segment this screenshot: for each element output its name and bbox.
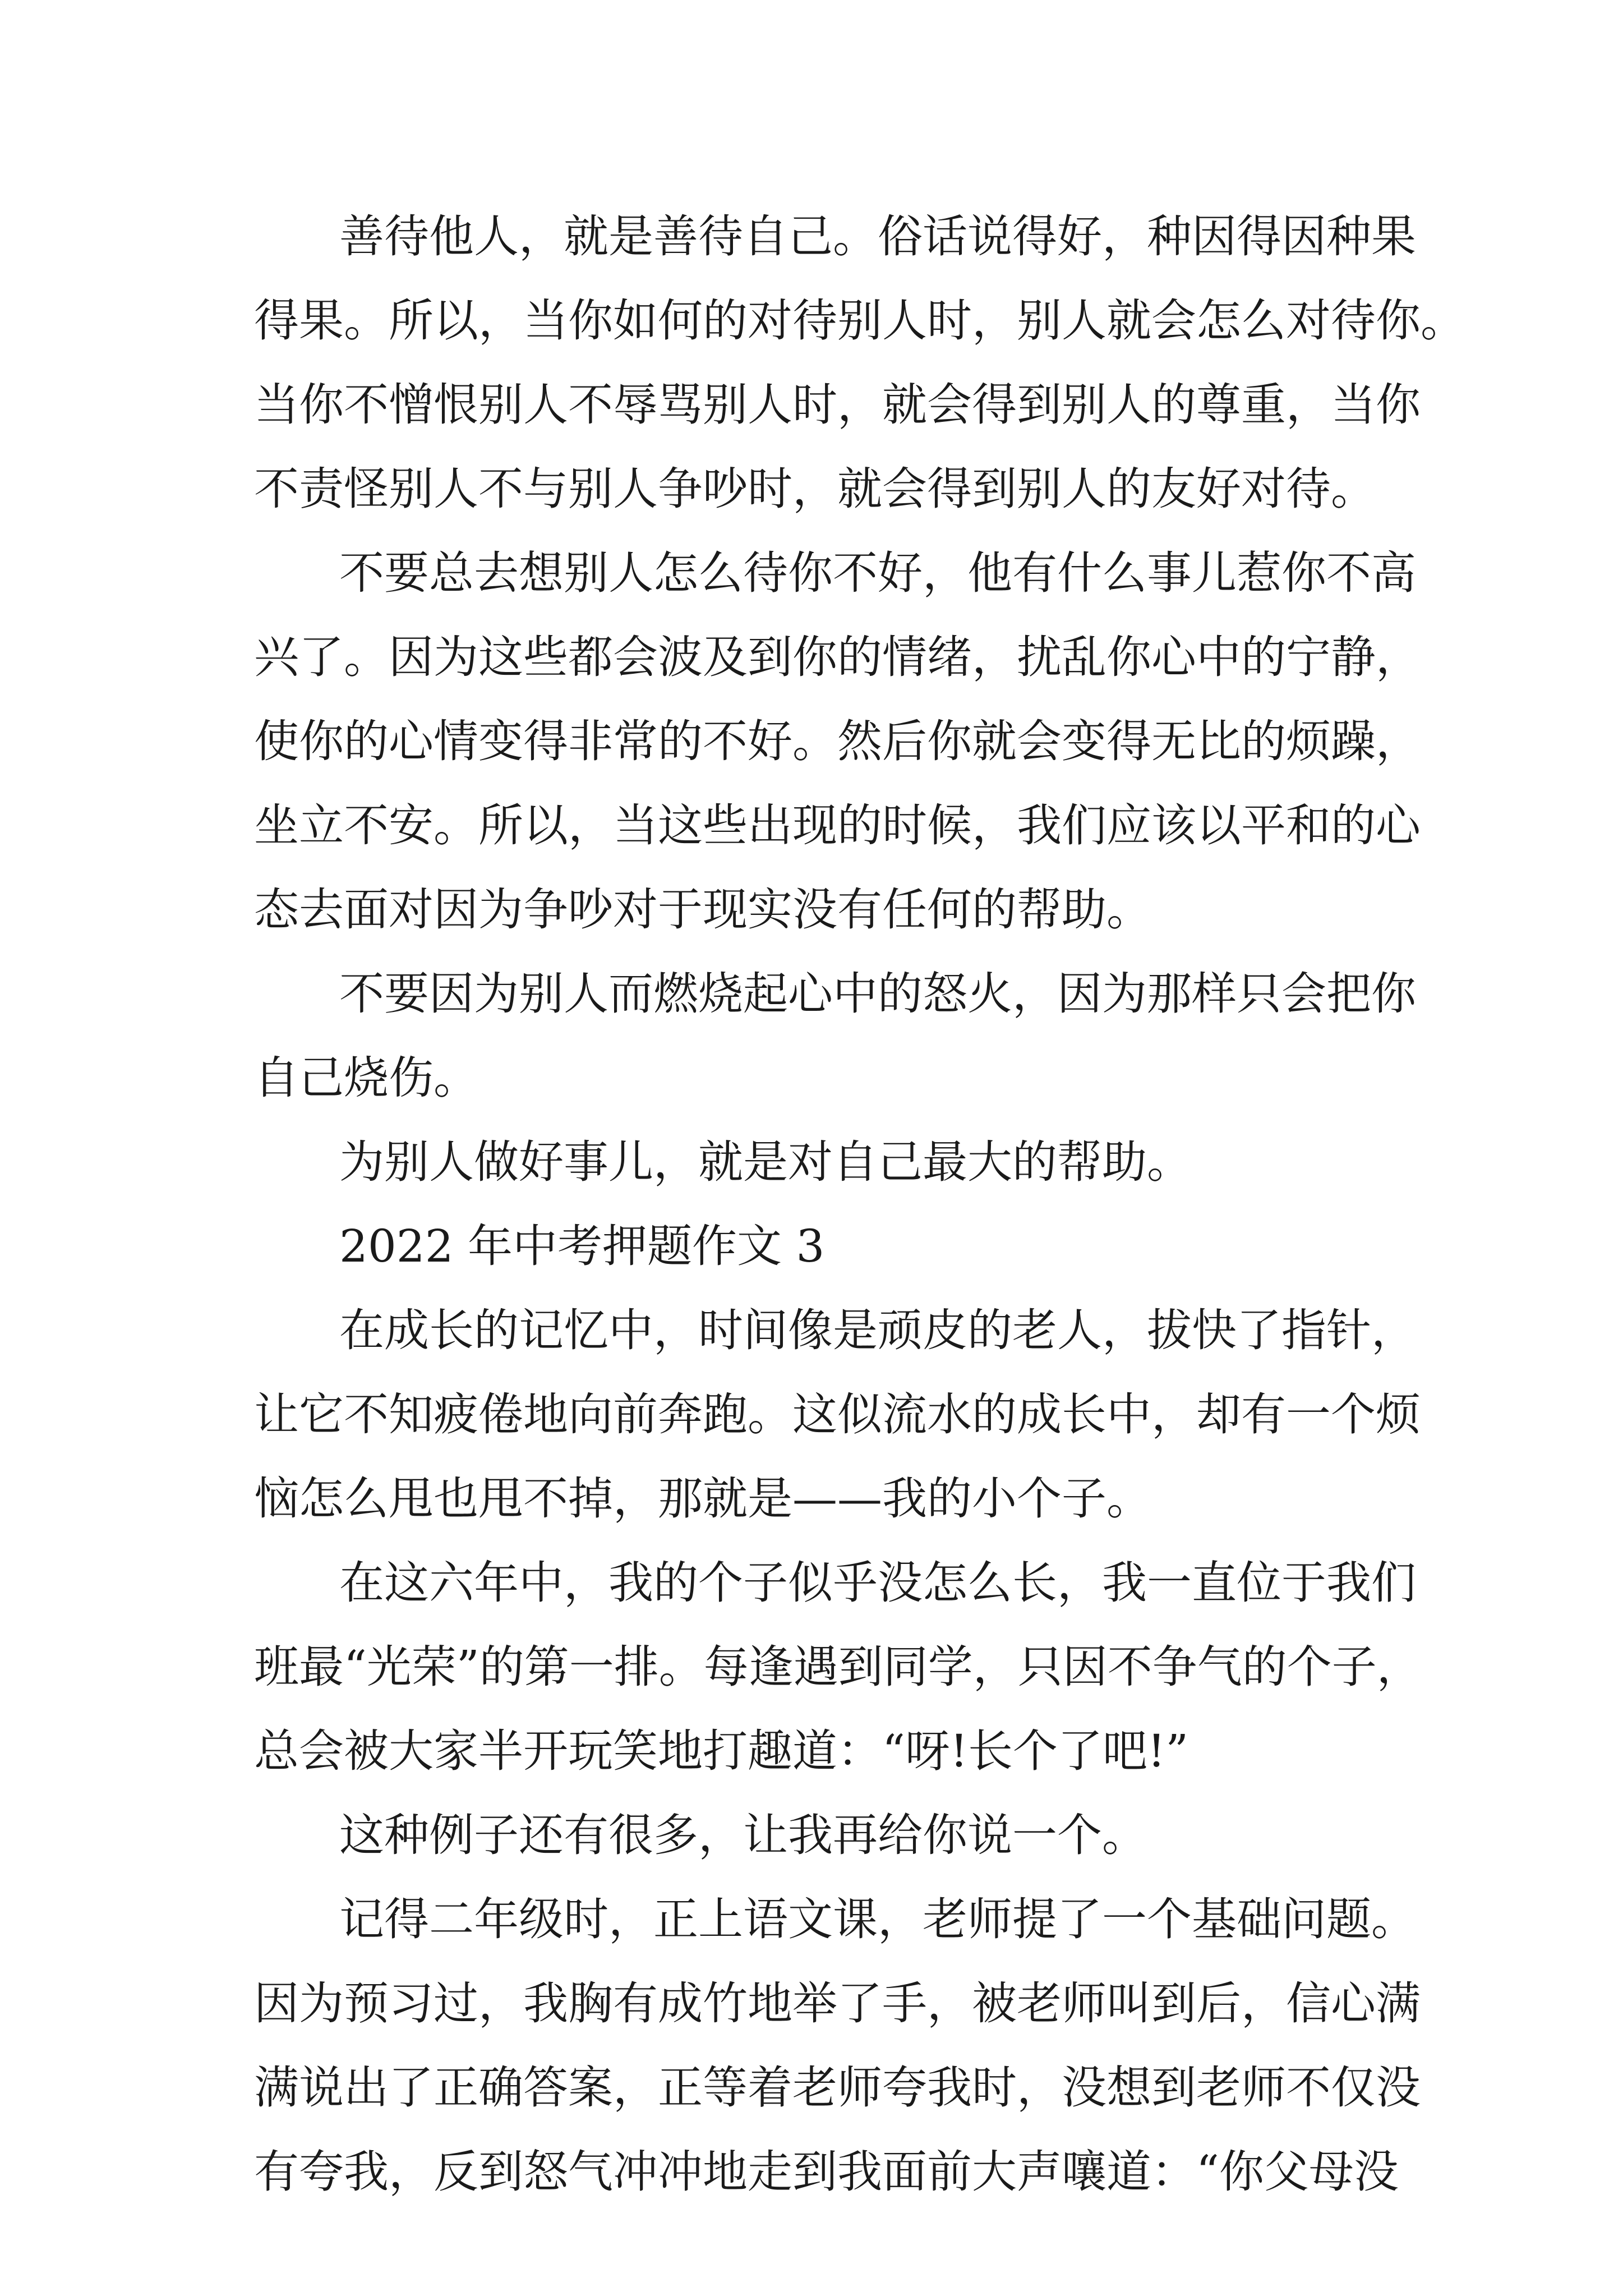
paragraph-line: 得果。所以，当你如何的对待别人时，别人就会怎么对待你。 [254, 295, 1465, 347]
paragraph-line: 恼怎么甩也甩不掉，那就是——我的小个子。 [254, 1473, 1151, 1525]
paragraph-line: 让它不知疲倦地向前奔跑。这似流水的成长中，却有一个烦 [254, 1388, 1421, 1441]
paragraph-line: 自己烧伤。 [254, 1052, 478, 1104]
paragraph-line: 在这六年中，我的个子似乎没怎么长，我一直位于我们 [339, 1557, 1416, 1609]
paragraph-line: 总会被大家半开玩笑地打趣道：“呀!长个了吧!” [254, 1725, 1189, 1777]
paragraph-line: 在成长的记忆中，时间像是顽皮的老人，拔快了指针， [339, 1304, 1416, 1356]
paragraph-line: 态去面对因为争吵对于现实没有任何的帮助。 [254, 884, 1151, 936]
paragraph-line: 当你不憎恨别人不辱骂别人时，就会得到别人的尊重，当你 [254, 379, 1421, 431]
paragraph-line: 兴了。因为这些都会波及到你的情绪，扰乱你心中的宁静， [254, 631, 1421, 683]
paragraph-line: 善待他人，就是善待自己。俗话说得好，种因得因种果 [339, 210, 1416, 263]
paragraph-line: 不责怪别人不与别人争吵时，就会得到别人的友好对待。 [254, 463, 1376, 515]
paragraph-line: 坐立不安。所以，当这些出现的时候，我们应该以平和的心 [254, 799, 1421, 852]
paragraph-line: 满说出了正确答案，正等着老师夸我时，没想到老师不仅没 [254, 2062, 1421, 2114]
paragraph-line: 记得二年级时，正上语文课，老师提了一个基础问题。 [339, 1893, 1416, 1945]
paragraph-line: 班最“光荣”的第一排。每逢遇到同学，只因不争气的个子， [254, 1641, 1422, 1693]
paragraph-line: 有夸我，反到怒气冲冲地走到我面前大声嚷道：“你父母没 [254, 2146, 1399, 2198]
paragraph-line: 为别人做好事儿，就是对自己最大的帮助。 [339, 1136, 1192, 1188]
paragraph-line: 因为预习过，我胸有成竹地举了手，被老师叫到后，信心满 [254, 1977, 1421, 2030]
paragraph-line: 不要总去想别人怎么待你不好，他有什么事儿惹你不高 [339, 547, 1416, 599]
paragraph-line: 使你的心情变得非常的不好。然后你就会变得无比的烦躁， [254, 715, 1421, 767]
paragraph-line: 这种例子还有很多，让我再给你说一个。 [339, 1809, 1147, 1861]
paragraph-line: 不要因为别人而燃烧起心中的怒火，因为那样只会把你 [339, 968, 1416, 1020]
section-heading: 2022 年中考押题作文 3 [339, 1220, 825, 1272]
